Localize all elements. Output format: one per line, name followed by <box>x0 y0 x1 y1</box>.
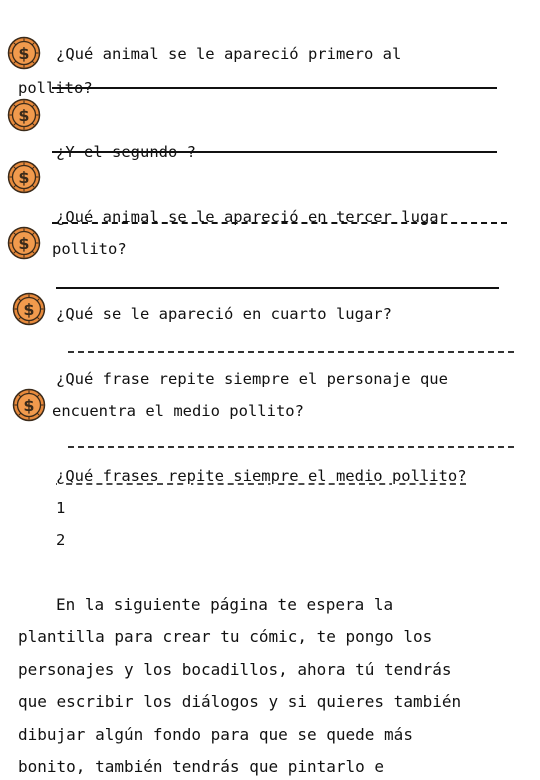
question-1-line-2: pollito? <box>18 79 93 97</box>
question-2: ¿Y el segundo ? <box>56 143 196 161</box>
closing-line-1: En la siguiente página te espera la <box>56 595 394 614</box>
answer-line-5[interactable] <box>68 446 514 448</box>
question-5-line-1: ¿Qué frase repite siempre el personaje que <box>56 370 448 388</box>
question-3-line-1: ¿Qué animal se le apareció en tercer lugar <box>56 208 448 226</box>
answer-line-1[interactable] <box>52 87 497 89</box>
answer-number-2: 2 <box>56 531 66 549</box>
question-4: ¿Qué se le apareció en cuarto lugar? <box>56 305 392 323</box>
question-5-line-2: encuentra el medio pollito? <box>52 402 304 420</box>
question-1-line-1: ¿Qué animal se le apareció primero al <box>56 45 402 63</box>
closing-line-5: dibujar algún fondo para que se quede más <box>18 725 413 744</box>
closing-line-6: bonito, también tendrás que pintarlo e <box>18 757 385 776</box>
answer-line-4[interactable] <box>68 351 514 353</box>
closing-line-3: personajes y los bocadillos, ahora tú tendrás <box>18 660 452 679</box>
dollar-coin-icon <box>7 226 41 260</box>
dollar-coin-icon <box>12 388 46 422</box>
dollar-coin-icon <box>7 98 41 132</box>
answer-line-3a[interactable] <box>52 222 507 224</box>
answer-line-3b[interactable] <box>56 287 499 289</box>
closing-line-4: que escribir los diálogos y si quieres también <box>18 692 462 711</box>
dollar-coin-icon <box>7 160 41 194</box>
question-6: ¿Qué frases repite siempre el medio pollito? <box>56 467 467 485</box>
answer-line-2[interactable] <box>52 151 497 153</box>
question-3-line-2: pollito? <box>52 240 127 258</box>
closing-line-2: plantilla para crear tu cómic, te pongo los <box>18 627 433 646</box>
answer-number-1: 1 <box>56 499 66 517</box>
dollar-coin-icon <box>7 36 41 70</box>
dollar-coin-icon <box>12 292 46 326</box>
